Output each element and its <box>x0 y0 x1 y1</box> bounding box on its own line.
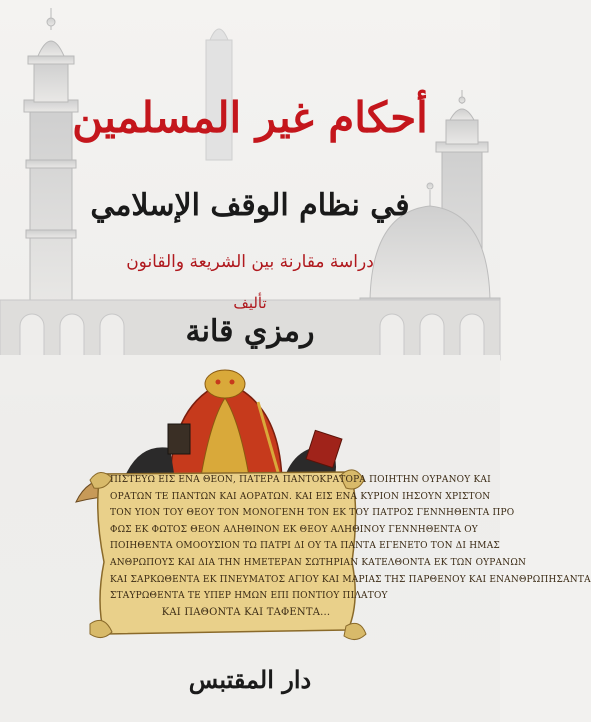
author-label: تأليف <box>233 294 267 312</box>
scroll-line: ΑΝΘΡΩΠΟΥΣ ΚΑΙ ΔΙΑ ΤΗΝ ΗΜΕΤΕΡΑΝ ΣΩΤΗΡΙΑΝ ΚΑΤΕΛΘΟΝΤΑ ΕΚ ΤΩΝ ΟΥΡΑΝΩΝ <box>110 557 527 568</box>
author-name: رمزي قانة <box>185 314 315 349</box>
book-title: أحكام غير المسلمين <box>72 93 428 142</box>
publisher-name: دار المقتبس <box>188 665 312 694</box>
study-description: دراسة مقارنة بين الشريعة والقانون <box>126 252 374 272</box>
scroll-line: ΤΟΝ ΥΙΟΝ ΤΟΥ ΘΕΟΥ ΤΟΝ ΜΟΝΟΓΕΝΗ ΤΟΝ ΕΚ ΤΟΥ ΠΑΤΡΟΣ ΓΕΝΝΗΘΕΝΤΑ ΠΡΟ <box>110 508 515 519</box>
scroll-line: ΚΑΙ ΣΑΡΚΩΘΕΝΤΑ ΕΚ ΠΝΕΥΜΑΤΟΣ ΑΓΙΟΥ ΚΑΙ ΜΑΡΙΑΣ ΤΗΣ ΠΑΡΘΕΝΟΥ ΚΑΙ ΕΝΑΝΘΡΩΠΗΣΑΝΤΑ <box>110 574 591 585</box>
scroll-line: ΦΩΣ ΕΚ ΦΩΤΟΣ ΘΕΟΝ ΑΛΗΘΙΝΟΝ ΕΚ ΘΕΟΥ ΑΛΗΘΙΝΟΥ ΓΕΝΝΗΘΕΝΤΑ ΟΥ <box>110 524 478 535</box>
scroll-line: ΟΡΑΤΩΝ ΤΕ ΠΑΝΤΩΝ ΚΑΙ ΑΟΡΑΤΩΝ. ΚΑΙ ΕΙΣ ΕΝΑ ΚΥΡΙΟΝ ΙΗΣΟΥΝ ΧΡΙΣΤΟΝ <box>110 491 491 502</box>
scroll-line: ΣΤΑΥΡΩΘΕΝΤΑ ΤΕ ΥΠΕΡ ΗΜΩΝ ΕΠΙ ΠΟΝΤΙΟΥ ΠΙΛΑΤΟΥ <box>110 591 388 602</box>
scroll-line: ΚΑΙ ΠΑΘΟΝΤΑ ΚΑΙ ΤΑΦΕΝΤΑ... <box>161 606 331 618</box>
book-subtitle: في نظام الوقف الإسلامي <box>90 188 410 223</box>
scroll-line: ΠΟΙΗΘΕΝΤΑ ΟΜΟΟΥΣΙΟΝ ΤΩ ΠΑΤΡΙ ΔΙ ΟΥ ΤΑ ΠΑΝΤΑ ΕΓΕΝΕΤΟ ΤΟΝ ΔΙ ΗΜΑΣ <box>110 541 500 552</box>
scroll-line: ΠΙΣΤΕΥΩ ΕΙΣ ΕΝΑ ΘΕΟΝ, ΠΑΤΕΡΑ ΠΑΝΤΟΚΡΑΤΟΡΑ ΠΟΙΗΤΗΝ ΟΥΡΑΝΟΥ ΚΑΙ <box>110 475 491 485</box>
scroll-greek-text <box>110 472 591 621</box>
